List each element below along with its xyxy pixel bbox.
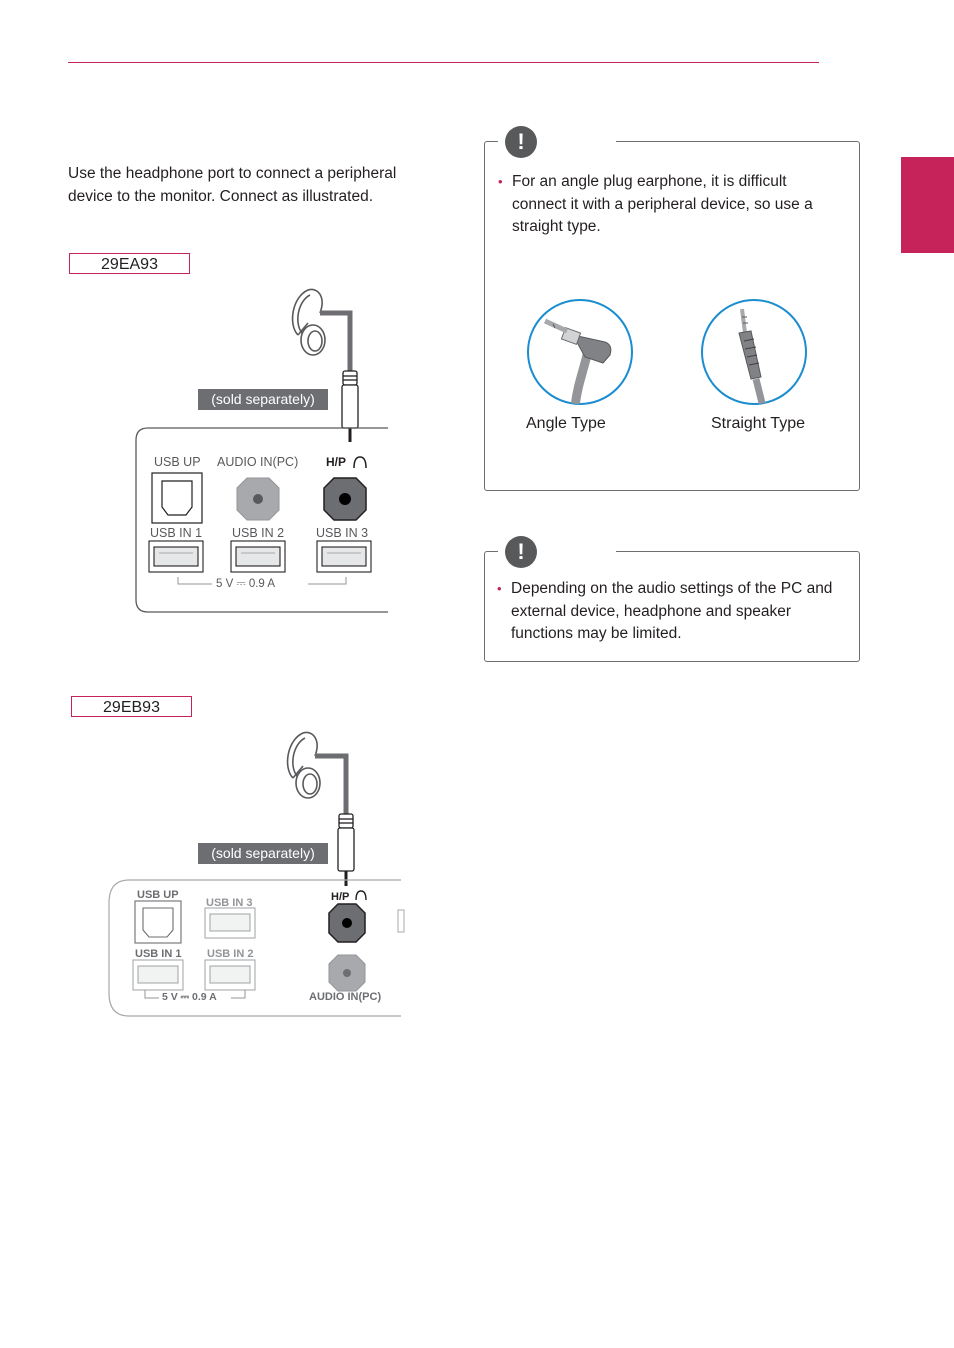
model-label-29ea93: 29EA93 [69, 253, 190, 274]
port-label-usb-in-1: USB IN 1 [135, 948, 182, 960]
header-rule [68, 62, 819, 63]
power-rating-label: 5 V ⎓ 0.9 A [216, 578, 276, 590]
headphone-icon [288, 732, 320, 798]
port-label-usb-in-1: USB IN 1 [150, 526, 203, 540]
straight-type-caption: Straight Type [711, 415, 805, 432]
note-bullet-plug-type [498, 171, 843, 239]
straight-plug-icon [699, 297, 809, 407]
headphone-glyph-icon [356, 891, 366, 900]
usb-in-port-1 [133, 960, 183, 990]
headphone-glyph-icon [354, 457, 366, 468]
straight-plug-icon [342, 371, 358, 442]
audio-in-port [237, 478, 279, 520]
port-label-audio-in: AUDIO IN(PC) [217, 455, 299, 469]
usb-in-port-3 [317, 541, 371, 572]
edge-port [398, 910, 404, 932]
headphone-icon [293, 289, 325, 355]
port-label-audio-in: AUDIO IN(PC) [309, 991, 382, 1003]
section-tab [901, 157, 954, 253]
usb-in-port-2 [231, 541, 285, 572]
port-label-usb-up: USB UP [154, 455, 201, 469]
port-label-usb-in-3: USB IN 3 [206, 897, 253, 909]
port-label-hp: H/P [331, 891, 350, 903]
port-label-usb-in-2: USB IN 2 [232, 526, 285, 540]
power-rating-label: 5 V ⎓ 0.9 A [162, 991, 217, 1003]
straight-plug-icon [338, 814, 354, 886]
angle-type-caption: Angle Type [526, 415, 606, 432]
bullet-dot: • [498, 174, 503, 189]
note-icon: ! [505, 536, 537, 568]
angle-plug-icon [525, 297, 635, 407]
port-label-usb-up: USB UP [137, 889, 179, 901]
hp-port [329, 904, 365, 942]
headphone-connection-diagram-29eb93 [105, 728, 405, 1020]
sold-separately-label: (sold separately) [198, 389, 328, 410]
usb-in-port-3 [205, 908, 255, 938]
port-label-usb-in-2: USB IN 2 [207, 948, 254, 960]
usb-up-port [135, 901, 181, 943]
usb-up-port [152, 473, 202, 523]
port-label-usb-in-3: USB IN 3 [316, 526, 369, 540]
note-bullet-text: For an angle plug earphone, it is difficult connect it with a peripheral device, so use a straight type. [512, 173, 813, 235]
hp-port [324, 478, 366, 520]
bullet-dot: • [497, 581, 502, 596]
audio-in-port [329, 955, 365, 991]
intro-text: Use the headphone port to connect a peripheral device to the monitor. Connect as illustrated. [68, 165, 397, 205]
usb-in-port-1 [149, 541, 203, 572]
port-label-hp: H/P [326, 455, 347, 469]
note-bullet-audio-settings [497, 578, 849, 646]
note-icon: ! [505, 126, 537, 158]
headphone-connection-diagram-29ea93 [130, 285, 400, 620]
sold-separately-label: (sold separately) [198, 843, 328, 864]
note-bullet-text: Depending on the audio settings of the PC and external device, headphone and speaker functions may be limited. [511, 580, 833, 642]
model-label-29eb93: 29EB93 [71, 696, 192, 717]
usb-in-port-2 [205, 960, 255, 990]
